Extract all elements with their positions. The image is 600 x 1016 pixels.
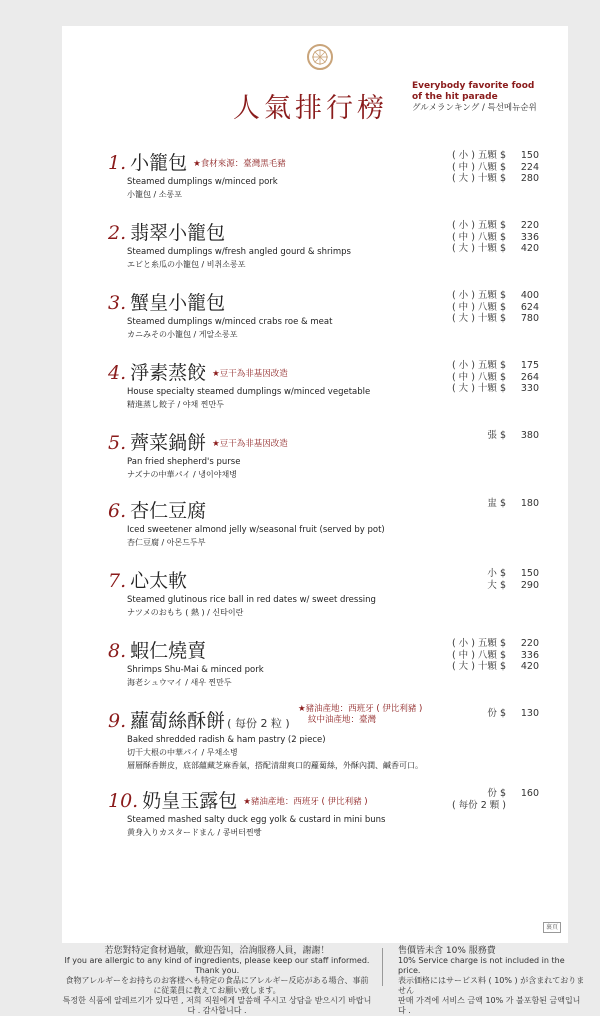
price-label: ( 每份 2 顆 ) [451,799,506,811]
price-row [438,708,539,720]
price-row [438,383,539,395]
service-charge-notice [398,946,588,1016]
price-label: ( 小 ) 五顆 $ [451,150,506,161]
item-prices [438,708,539,720]
item-english-name: Steamed dumplings w/minced pork [127,177,278,187]
item-name: 蟹皇小籠包 [130,292,226,314]
item-name: 淨素蒸餃 [130,362,207,384]
item-name: 小籠包 [130,152,188,174]
price-value: 160 [520,788,539,799]
price-value: 150 [520,568,539,579]
item-jp-kr-name: ナズナの中華パイ / 냉이야채병 [127,470,237,479]
price-label: ( 大 ) 十顆 $ [451,243,506,254]
price-label: ( 中 ) 八顆 $ [451,649,506,661]
item-note-block [298,704,422,726]
item-note: ★豬油產地：西班牙 ( 伊比利豬 ) [243,797,368,807]
price-label: ( 大 ) 十顆 $ [451,383,506,394]
page-subtitle [412,81,537,114]
price-value: 336 [520,649,539,661]
item-number: 7. [108,570,127,592]
menu-item [108,288,539,340]
price-label: 小 $ [487,568,506,579]
price-value: 420 [520,243,539,254]
allergy-notice-jp: 食物アレルギーをお持ちのお客様へも特定の食品にアレルギー反応がある場合、事前に従業員に教えてお願い致します。 [65,976,369,995]
item-name: 蘿蔔絲酥餅 [130,710,226,732]
item-number: 1. [108,152,127,174]
price-label: 盅 $ [487,498,506,509]
menu-item [108,496,539,548]
price-label: ( 中 ) 八顆 $ [451,371,506,383]
menu-item [108,566,539,618]
item-jp-kr-name: エビと糸瓜の小籠包 / 비취소롱포 [127,260,246,269]
price-value: 400 [520,290,539,301]
price-row [438,302,539,314]
menu-item [108,636,539,688]
price-label: ( 中 ) 八顆 $ [451,301,506,313]
price-row [438,568,539,580]
item-prices [438,568,539,591]
item-prices [438,290,539,325]
item-english-name: Iced sweetener almond jelly w/seasonal fruit (served by pot) [127,525,385,535]
price-row [438,372,539,384]
price-row [438,313,539,325]
price-row [438,580,539,592]
menu-item [108,218,539,270]
item-jp-kr-name: 杏仁豆腐 / 아몬드두부 [127,538,206,547]
item-prices [438,150,539,185]
item-note: ★食材來源：臺灣黑毛豬 [193,159,286,169]
subtitle-en-line1: Everybody favorite food [412,81,535,91]
item-prices [438,220,539,255]
item-english-name: Baked shredded radish & ham pastry (2 piece) [127,735,326,745]
allergy-notice-kr: 특정한 식품에 알레르기가 있다면 , 저희 직원에게 말씀해 주시고 상담을 받으시기 바랍니다 . 감사합니다 . [62,996,372,1015]
item-name: 奶皇玉露包 [142,790,238,812]
menu-item [108,704,539,771]
menu-item [108,786,539,838]
menu-item [108,148,539,200]
item-name: 翡翠小籠包 [130,222,226,244]
price-row [438,243,539,255]
price-label: 大 $ [487,579,506,591]
price-value: 220 [520,638,539,649]
item-number: 4. [108,362,127,384]
price-label: ( 中 ) 八顆 $ [451,161,506,173]
price-row [438,173,539,185]
item-jp-kr-name: 黄身入りカスタードまん / 콩버터찐빵 [127,828,262,837]
subtitle-languages: グルメランキング / 특선메뉴순위 [412,103,537,113]
item-jp-kr-name: 切干大根の中華パイ / 무채소병 [127,748,238,757]
item-name: 心太軟 [130,570,188,592]
item-note: ★豆干為非基因改造 [212,439,288,449]
item-number: 8. [108,640,127,662]
allergy-notice-en: If you are allergic to any kind of ingredients, please keep our staff informed. Thank you. [64,956,370,975]
price-row [438,650,539,662]
price-value: 420 [520,661,539,672]
price-label: ( 大 ) 十顆 $ [451,661,506,672]
price-label: 份 $ [487,708,506,719]
item-jp-kr-name: ナツメのおもち ( 熱 ) / 신타이란 [127,608,244,617]
footer-divider [382,948,383,986]
service-charge-zh: 售價皆未含 10% 服務費 [398,946,496,956]
item-english-name: Pan fried shepherd's purse [127,457,241,467]
item-prices [438,498,539,510]
price-row [438,661,539,673]
item-prices [438,788,539,811]
item-number: 2. [108,222,127,244]
item-name: 杏仁豆腐 [130,500,207,522]
price-value: 264 [520,371,539,383]
item-name: 薺菜鍋餅 [130,432,207,454]
price-label: ( 小 ) 五顆 $ [451,360,506,371]
price-label: ( 小 ) 五顆 $ [451,290,506,301]
item-name: 蝦仁燒賣 [130,640,207,662]
price-value: 330 [520,383,539,394]
item-jp-kr-name: 精進蒸し餃子 / 야채 찐만두 [127,400,224,409]
price-value: 280 [520,173,539,184]
price-label: 張 $ [487,430,506,441]
allergy-notice-zh: 若您對特定食材過敏，歡迎告知，洽詢服務人員，謝謝！ [104,946,330,956]
item-number: 5. [108,432,127,454]
price-label: ( 小 ) 五顆 $ [451,220,506,231]
item-english-name: Steamed mashed salty duck egg yolk & custard in mini buns [127,815,386,825]
price-row [438,232,539,244]
item-prices [438,430,539,442]
item-jp-kr-name: カニみその小籠包 / 게알소롱포 [127,330,238,339]
item-number: 10. [108,790,139,812]
item-english-name: Steamed dumplings w/minced crabs roe & meat [127,317,333,327]
price-value: 290 [520,579,539,591]
item-english-name: Shrimps Shu-Mai & minced pork [127,665,264,675]
price-value: 624 [520,301,539,313]
price-row [438,788,539,800]
price-row [438,150,539,162]
price-value: 220 [520,220,539,231]
price-value: 336 [520,231,539,243]
menu-item [108,358,539,410]
service-charge-en: 10% Service charge is not included in the price. [398,956,565,975]
item-prices [438,638,539,673]
item-note: ★豆干為非基因改造 [212,369,288,379]
price-value: 180 [520,498,539,509]
item-note-line: ★豬油產地：西班牙 ( 伊比利豬 ) [298,704,423,714]
price-row [438,498,539,510]
page-tag: 裏頁 [543,922,561,933]
price-row [438,638,539,650]
price-row [438,360,539,372]
service-charge-kr: 판매 가격에 서비스 금액 10% 가 불포함된 금액입니다 . [398,996,581,1015]
price-value: 175 [520,360,539,371]
item-portion: ( 每份 2 粒 ) [227,717,290,730]
item-english-name: Steamed glutinous rice ball in red dates w/ sweet dressing [127,595,376,605]
price-row [438,430,539,442]
item-number: 6. [108,500,127,522]
price-label: ( 小 ) 五顆 $ [451,638,506,649]
item-english-name: Steamed dumplings w/fresh angled gourd & shrimps [127,247,351,257]
item-note-line: 紋中油產地：臺灣 [308,715,377,725]
price-value: 224 [520,161,539,173]
restaurant-logo-icon [307,44,333,70]
price-value: 780 [520,313,539,324]
price-row [438,162,539,174]
price-value: 130 [520,708,539,719]
subtitle-en-line2: of the hit parade [412,92,498,102]
item-prices [438,360,539,395]
price-value: 150 [520,150,539,161]
allergy-notice [62,946,372,1016]
item-number: 3. [108,292,127,314]
price-label: 份 $ [487,788,506,799]
item-english-name: House specialty steamed dumplings w/minced vegetable [127,387,371,397]
price-row [438,800,539,812]
item-description: 層層酥香餅皮，底部蘊藏芝麻香氣，搭配清甜爽口的蘿蔔絲，外酥內潤、鹹香可口。 [127,761,423,770]
price-label: ( 大 ) 十顆 $ [451,313,506,324]
service-charge-jp: 表示価格にはサービス料 ( 10% ) が含まれておりません [398,976,585,995]
price-row [438,290,539,302]
page-title: 人氣排行榜 [233,93,388,124]
item-jp-kr-name: 海老シュウマイ / 새우 찐만두 [127,678,232,687]
menu-item [108,428,539,480]
price-value [506,800,539,812]
price-label: ( 中 ) 八顆 $ [451,231,506,243]
price-row [438,220,539,232]
price-label: ( 大 ) 十顆 $ [451,173,506,184]
item-number: 9. [108,710,127,732]
price-value: 380 [520,430,539,441]
item-jp-kr-name: 小籠包 / 소롱포 [127,190,182,199]
